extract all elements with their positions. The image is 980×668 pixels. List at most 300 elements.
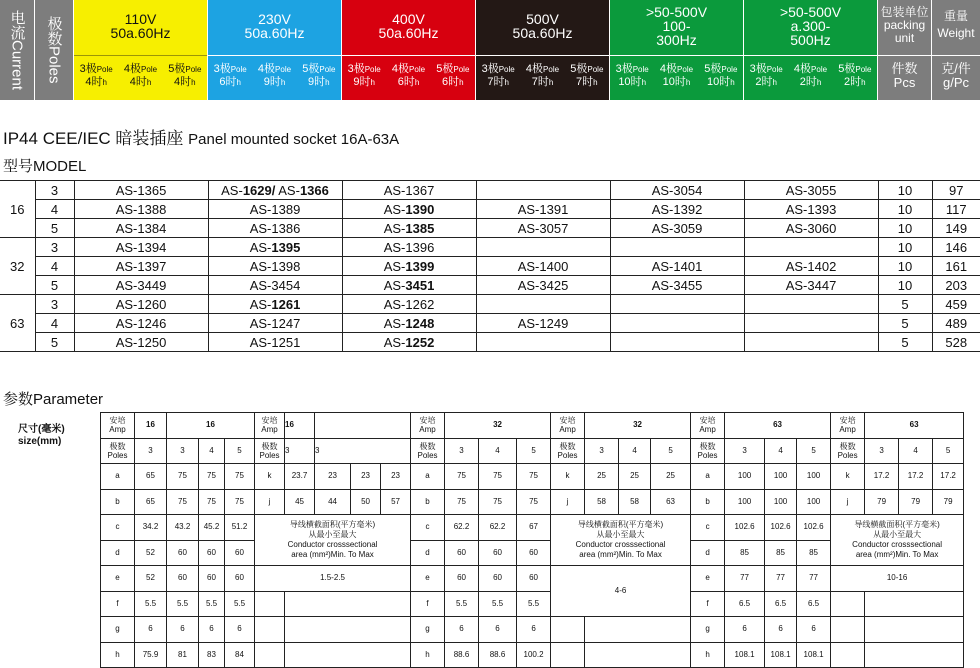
param-cell: 6 <box>135 617 167 643</box>
model-cell: AS-1262 <box>342 295 476 314</box>
dim-letter: a <box>411 464 445 490</box>
param-cell: 88.6 <box>445 642 479 668</box>
dim-letter: e <box>411 566 445 592</box>
param-cell: 75 <box>199 464 225 490</box>
model-cell <box>744 238 878 257</box>
voltage-column-300-500hz: >50-500V a.300- 500Hz 3极Pole 2时h 4极Pole 2时h 5极Pole 2时h <box>744 0 878 100</box>
pcs-cell: 10 <box>878 276 932 295</box>
param-cell: 17.2 <box>865 464 899 490</box>
dim-letter: j <box>551 489 585 515</box>
dim-letter: f <box>101 591 135 617</box>
param-cell: 5 <box>797 438 831 464</box>
model-cell <box>476 181 610 200</box>
pole-cell: 5 <box>35 333 74 352</box>
param-cell: 4 <box>199 438 225 464</box>
param-cell: 102.6 <box>797 515 831 541</box>
param-cell: 5 <box>225 438 255 464</box>
param-cell: 60 <box>225 566 255 592</box>
param-cell: 3 <box>135 438 167 464</box>
model-cell <box>610 295 744 314</box>
param-cell <box>551 642 585 668</box>
param-cell: 77 <box>765 566 797 592</box>
param-cell: 63 <box>865 413 964 439</box>
conductor-range: 10-16 <box>831 566 964 592</box>
model-cell <box>610 314 744 333</box>
size-label: 尺寸(毫米) size(mm) <box>18 424 65 448</box>
param-cell: 75 <box>517 464 551 490</box>
dim-letter: h <box>411 642 445 668</box>
model-cell: AS-1260 <box>74 295 208 314</box>
dim-letter: e <box>101 566 135 592</box>
param-cell: 60 <box>199 540 225 566</box>
model-cell: AS-3451 <box>342 276 476 295</box>
param-cell: 60 <box>517 566 551 592</box>
param-cell: 6 <box>797 617 831 643</box>
param-cell: 17.2 <box>899 464 933 490</box>
model-row <box>0 219 980 238</box>
weight-cell: 97 <box>932 181 980 200</box>
pole-cell: 5 <box>35 276 74 295</box>
model-cell: AS-1384 <box>74 219 208 238</box>
pole-cell: 5 <box>35 219 74 238</box>
amp-label: 安培 Amp <box>101 413 135 439</box>
param-cell <box>255 617 285 643</box>
model-cell: AS-1248 <box>342 314 476 333</box>
weight-cell: 117 <box>932 200 980 219</box>
pcs-cell: 10 <box>878 238 932 257</box>
model-cell: AS-1386 <box>208 219 342 238</box>
amp-label: 安培 Amp <box>255 413 285 439</box>
weight-cell: 161 <box>932 257 980 276</box>
param-cell: 108.1 <box>765 642 797 668</box>
dim-letter: k <box>831 464 865 490</box>
param-cell: 25 <box>585 464 619 490</box>
param-cell: 16 <box>167 413 255 439</box>
param-cell: 62.2 <box>445 515 479 541</box>
param-cell: 23 <box>381 464 411 490</box>
amp-label: 安培 Amp <box>691 413 725 439</box>
amp-label: 安培 Amp <box>411 413 445 439</box>
poles-label: 极数 Poles <box>551 438 585 464</box>
param-row <box>101 642 980 668</box>
param-cell: 5.5 <box>479 591 517 617</box>
param-cell: 100 <box>765 464 797 490</box>
param-cell: 4 <box>899 438 933 464</box>
model-table <box>0 180 980 352</box>
model-cell: AS-1385 <box>342 219 476 238</box>
pole-cell: 3 <box>35 238 74 257</box>
param-cell: 67 <box>517 515 551 541</box>
param-poles-row <box>101 438 980 464</box>
param-cell: 45.2 <box>199 515 225 541</box>
model-row <box>0 238 980 257</box>
param-cell: 3 <box>445 438 479 464</box>
model-cell: AS-1261 <box>208 295 342 314</box>
model-cell: AS-1396 <box>342 238 476 257</box>
param-cell <box>315 413 411 439</box>
conductor-range: 4-6 <box>551 566 691 617</box>
dim-letter: g <box>691 617 725 643</box>
param-cell: 6 <box>517 617 551 643</box>
param-cell: 52 <box>135 566 167 592</box>
param-cell: 60 <box>517 540 551 566</box>
model-cell: AS-3447 <box>744 276 878 295</box>
param-cell: 25 <box>619 464 651 490</box>
model-cell: AS-1393 <box>744 200 878 219</box>
voltage-column-110v: 110V 50a.60Hz 3极Pole 4时h 4极Pole 4时h 5极Pole 4时h <box>74 0 208 100</box>
weight-cell: 489 <box>932 314 980 333</box>
conductor-note: 导线横截面积(平方毫米) 从最小至最大 Conductor crosssectional area (mm²)Min. To Max <box>831 515 964 566</box>
poles-label: 极数 Poles <box>255 438 285 464</box>
model-row <box>0 181 980 200</box>
param-cell: 5.5 <box>225 591 255 617</box>
param-cell: 63 <box>651 489 691 515</box>
param-cell: 3 <box>585 438 619 464</box>
param-cell: 4 <box>479 438 517 464</box>
voltage-column-400v: 400V 50a.60Hz 3极Pole 9时h 4极Pole 6时h 5极Pole 6时h <box>342 0 476 100</box>
dim-letter: j <box>831 489 865 515</box>
model-cell: AS-1400 <box>476 257 610 276</box>
dim-letter: c <box>691 515 725 541</box>
model-cell: AS-1398 <box>208 257 342 276</box>
param-cell: 75 <box>225 464 255 490</box>
param-cell: 5.5 <box>167 591 199 617</box>
param-cell: 65 <box>135 464 167 490</box>
model-cell: AS-3060 <box>744 219 878 238</box>
param-cell: 6 <box>225 617 255 643</box>
pole-hours: 3极Pole 7时h 4极Pole 7时h 5极Pole 7时h <box>476 58 609 94</box>
model-cell: AS-1251 <box>208 333 342 352</box>
dim-letter: j <box>255 489 285 515</box>
param-cell: 102.6 <box>765 515 797 541</box>
dim-letter: a <box>101 464 135 490</box>
pole-cell: 4 <box>35 257 74 276</box>
param-cell: 4 <box>619 438 651 464</box>
param-cell: 5 <box>933 438 964 464</box>
param-cell: 108.1 <box>725 642 765 668</box>
param-cell: 45 <box>285 489 315 515</box>
amp-label: 安培 Amp <box>831 413 865 439</box>
param-cell: 81 <box>167 642 199 668</box>
model-cell: AS-1252 <box>342 333 476 352</box>
model-row <box>0 200 980 219</box>
amp-cell: 63 <box>0 295 35 352</box>
param-cell: 100.2 <box>517 642 551 668</box>
model-cell <box>744 314 878 333</box>
dim-letter: d <box>411 540 445 566</box>
param-cell <box>831 642 865 668</box>
amp-cell: 16 <box>0 181 35 238</box>
model-cell: AS-1629/ AS-1366 <box>208 181 342 200</box>
param-row <box>101 566 980 592</box>
model-cell <box>476 295 610 314</box>
param-cell: 23 <box>315 464 351 490</box>
param-cell: 4 <box>765 438 797 464</box>
param-row <box>101 464 980 490</box>
dim-letter: g <box>101 617 135 643</box>
model-cell: AS-1395 <box>208 238 342 257</box>
param-cell: 79 <box>899 489 933 515</box>
pcs-cell: 5 <box>878 333 932 352</box>
param-cell: 79 <box>865 489 899 515</box>
dim-letter: b <box>691 489 725 515</box>
dim-letter: e <box>691 566 725 592</box>
param-cell: 79 <box>933 489 964 515</box>
param-cell: 23.7 <box>285 464 315 490</box>
param-cell: 75 <box>445 464 479 490</box>
param-cell <box>551 617 585 643</box>
param-cell: 60 <box>225 540 255 566</box>
weight-cell: 528 <box>932 333 980 352</box>
voltage-column-100-300hz: >50-500V 100- 300Hz 3极Pole 10时h 4极Pole 10时h 5极Pole 10时h <box>610 0 744 100</box>
poles-label: 极数 Poles <box>101 438 135 464</box>
pole-hours: 3极Pole 6时h 4极Pole 9时h 5极Pole 9时h <box>208 58 341 94</box>
model-cell: AS-3059 <box>610 219 744 238</box>
param-cell: 3 <box>315 438 411 464</box>
param-amp-row <box>101 413 980 439</box>
param-cell: 5.5 <box>199 591 225 617</box>
pcs-cell: 5 <box>878 295 932 314</box>
dim-letter: c <box>411 515 445 541</box>
param-cell <box>865 617 964 643</box>
param-cell <box>285 617 411 643</box>
param-cell: 6.5 <box>725 591 765 617</box>
param-cell <box>255 642 285 668</box>
model-cell: AS-1249 <box>476 314 610 333</box>
param-row <box>101 591 980 617</box>
model-cell: AS-1391 <box>476 200 610 219</box>
model-cell: AS-3425 <box>476 276 610 295</box>
model-cell: AS-1367 <box>342 181 476 200</box>
param-cell <box>285 642 411 668</box>
parameter-table <box>100 412 980 668</box>
param-cell: 6.5 <box>797 591 831 617</box>
model-cell: AS-3057 <box>476 219 610 238</box>
param-cell: 75 <box>167 489 199 515</box>
dim-letter: g <box>411 617 445 643</box>
param-cell: 62.2 <box>479 515 517 541</box>
model-cell: AS-1246 <box>74 314 208 333</box>
weight-cell: 146 <box>932 238 980 257</box>
weight-cell: 459 <box>932 295 980 314</box>
model-cell: AS-1399 <box>342 257 476 276</box>
pcs-cell: 10 <box>878 257 932 276</box>
model-cell: AS-1401 <box>610 257 744 276</box>
model-cell: AS-3455 <box>610 276 744 295</box>
param-cell: 100 <box>797 489 831 515</box>
param-cell: 5.5 <box>445 591 479 617</box>
model-cell <box>744 295 878 314</box>
pole-hours: 3极Pole 10时h 4极Pole 10时h 5极Pole 10时h <box>610 58 743 94</box>
param-cell <box>865 642 964 668</box>
poles-label: 极数 Poles <box>411 438 445 464</box>
pole-hours: 3极Pole 2时h 4极Pole 2时h 5极Pole 2时h <box>744 58 877 94</box>
param-cell: 75 <box>517 489 551 515</box>
param-cell: 77 <box>797 566 831 592</box>
amp-label: 安培 Amp <box>551 413 585 439</box>
param-cell: 60 <box>479 540 517 566</box>
model-label: 型号MODEL <box>3 155 86 176</box>
dim-letter: k <box>551 464 585 490</box>
param-cell: 3 <box>285 438 315 464</box>
param-cell: 60 <box>167 540 199 566</box>
model-row <box>0 314 980 333</box>
param-cell: 85 <box>765 540 797 566</box>
model-cell <box>610 238 744 257</box>
param-cell <box>255 591 285 617</box>
model-row <box>0 333 980 352</box>
dim-letter: d <box>101 540 135 566</box>
param-cell: 6 <box>445 617 479 643</box>
param-cell <box>585 617 691 643</box>
poles-label: 极数 Poles <box>831 438 865 464</box>
param-cell: 43.2 <box>167 515 199 541</box>
param-cell: 100 <box>725 489 765 515</box>
param-cell: 32 <box>585 413 691 439</box>
param-cell: 3 <box>865 438 899 464</box>
poles-label: 极数 Poles <box>691 438 725 464</box>
param-cell: 5.5 <box>517 591 551 617</box>
voltage-header-band <box>0 0 980 100</box>
param-cell <box>585 642 691 668</box>
param-cell: 83 <box>199 642 225 668</box>
param-cell: 60 <box>445 566 479 592</box>
poles-column-label: 极数Poles <box>35 0 74 100</box>
param-cell: 85 <box>725 540 765 566</box>
model-cell: AS-1365 <box>74 181 208 200</box>
model-cell <box>610 333 744 352</box>
param-cell: 3 <box>167 438 199 464</box>
parameter-label: 参数Parameter <box>3 388 103 409</box>
param-cell: 75 <box>479 489 517 515</box>
dim-letter: h <box>691 642 725 668</box>
pole-hours: 3极Pole 4时h 4极Pole 4时h 5极Pole 4时h <box>74 58 207 94</box>
param-row <box>101 617 980 643</box>
param-cell: 100 <box>725 464 765 490</box>
pcs-cell: 10 <box>878 219 932 238</box>
dim-letter: b <box>411 489 445 515</box>
param-cell: 65 <box>135 489 167 515</box>
dim-letter: f <box>691 591 725 617</box>
param-cell: 6 <box>725 617 765 643</box>
param-cell: 100 <box>765 489 797 515</box>
param-cell: 5 <box>651 438 691 464</box>
param-cell <box>831 617 865 643</box>
param-cell: 17.2 <box>933 464 964 490</box>
param-cell: 63 <box>725 413 831 439</box>
param-cell: 88.6 <box>479 642 517 668</box>
pole-hours: 3极Pole 9时h 4极Pole 6时h 5极Pole 6时h <box>342 58 475 94</box>
param-cell: 75.9 <box>135 642 167 668</box>
param-cell: 16 <box>135 413 167 439</box>
page-title: IP44 CEE/IEC 暗装插座 Panel mounted socket 16A-63A <box>3 124 399 149</box>
weight-cell: 203 <box>932 276 980 295</box>
pcs-cell: 10 <box>878 200 932 219</box>
dim-letter: k <box>255 464 285 490</box>
param-cell: 57 <box>381 489 411 515</box>
param-cell: 51.2 <box>225 515 255 541</box>
param-cell: 84 <box>225 642 255 668</box>
param-cell: 3 <box>725 438 765 464</box>
packing-unit-column: 包装单位 packing unit 件数 Pcs <box>878 0 932 100</box>
pcs-cell: 5 <box>878 314 932 333</box>
param-cell: 85 <box>797 540 831 566</box>
model-cell: AS-1394 <box>74 238 208 257</box>
weight-column: 重量 Weight 克/件 g/Pc <box>932 0 980 100</box>
param-row <box>101 515 980 541</box>
amp-cell: 32 <box>0 238 35 295</box>
model-cell: AS-3454 <box>208 276 342 295</box>
voltage-column-500v: 500V 50a.60Hz 3极Pole 7时h 4极Pole 7时h 5极Pole 7时h <box>476 0 610 100</box>
param-cell: 5 <box>517 438 551 464</box>
param-cell: 60 <box>167 566 199 592</box>
param-cell: 60 <box>199 566 225 592</box>
model-cell: AS-1402 <box>744 257 878 276</box>
dim-letter: f <box>411 591 445 617</box>
param-cell: 6 <box>479 617 517 643</box>
param-cell: 75 <box>199 489 225 515</box>
param-cell: 6.5 <box>765 591 797 617</box>
voltage-column-230v: 230V 50a.60Hz 3极Pole 6时h 4极Pole 9时h 5极Pole 9时h <box>208 0 342 100</box>
model-row <box>0 295 980 314</box>
pole-cell: 4 <box>35 200 74 219</box>
param-cell: 6 <box>765 617 797 643</box>
pole-cell: 3 <box>35 181 74 200</box>
model-cell: AS-3055 <box>744 181 878 200</box>
model-cell <box>476 333 610 352</box>
model-cell: AS-1392 <box>610 200 744 219</box>
param-cell: 58 <box>585 489 619 515</box>
model-cell <box>476 238 610 257</box>
model-cell: AS-1388 <box>74 200 208 219</box>
pcs-cell: 10 <box>878 181 932 200</box>
param-cell: 60 <box>479 566 517 592</box>
pole-cell: 4 <box>35 314 74 333</box>
param-cell: 75 <box>445 489 479 515</box>
param-cell: 75 <box>167 464 199 490</box>
model-row <box>0 276 980 295</box>
model-cell: AS-1390 <box>342 200 476 219</box>
model-cell: AS-1389 <box>208 200 342 219</box>
param-cell <box>285 591 411 617</box>
model-cell <box>744 333 878 352</box>
param-cell: 23 <box>351 464 381 490</box>
model-cell: AS-3449 <box>74 276 208 295</box>
param-cell: 34.2 <box>135 515 167 541</box>
model-cell: AS-3054 <box>610 181 744 200</box>
conductor-note: 导线横截面积(平方毫米) 从最小至最大 Conductor crosssectional area (mm²)Min. To Max <box>255 515 411 566</box>
model-cell: AS-1250 <box>74 333 208 352</box>
param-cell: 60 <box>445 540 479 566</box>
dim-letter: d <box>691 540 725 566</box>
dim-letter: h <box>101 642 135 668</box>
param-cell: 44 <box>315 489 351 515</box>
param-cell: 58 <box>619 489 651 515</box>
param-cell: 100 <box>797 464 831 490</box>
model-row <box>0 257 980 276</box>
param-cell: 32 <box>445 413 551 439</box>
param-cell <box>831 591 865 617</box>
param-cell: 75 <box>225 489 255 515</box>
pole-cell: 3 <box>35 295 74 314</box>
dim-letter: c <box>101 515 135 541</box>
param-cell: 77 <box>725 566 765 592</box>
param-cell: 6 <box>199 617 225 643</box>
param-cell: 102.6 <box>725 515 765 541</box>
param-cell: 50 <box>351 489 381 515</box>
param-cell: 108.1 <box>797 642 831 668</box>
param-cell <box>865 591 964 617</box>
